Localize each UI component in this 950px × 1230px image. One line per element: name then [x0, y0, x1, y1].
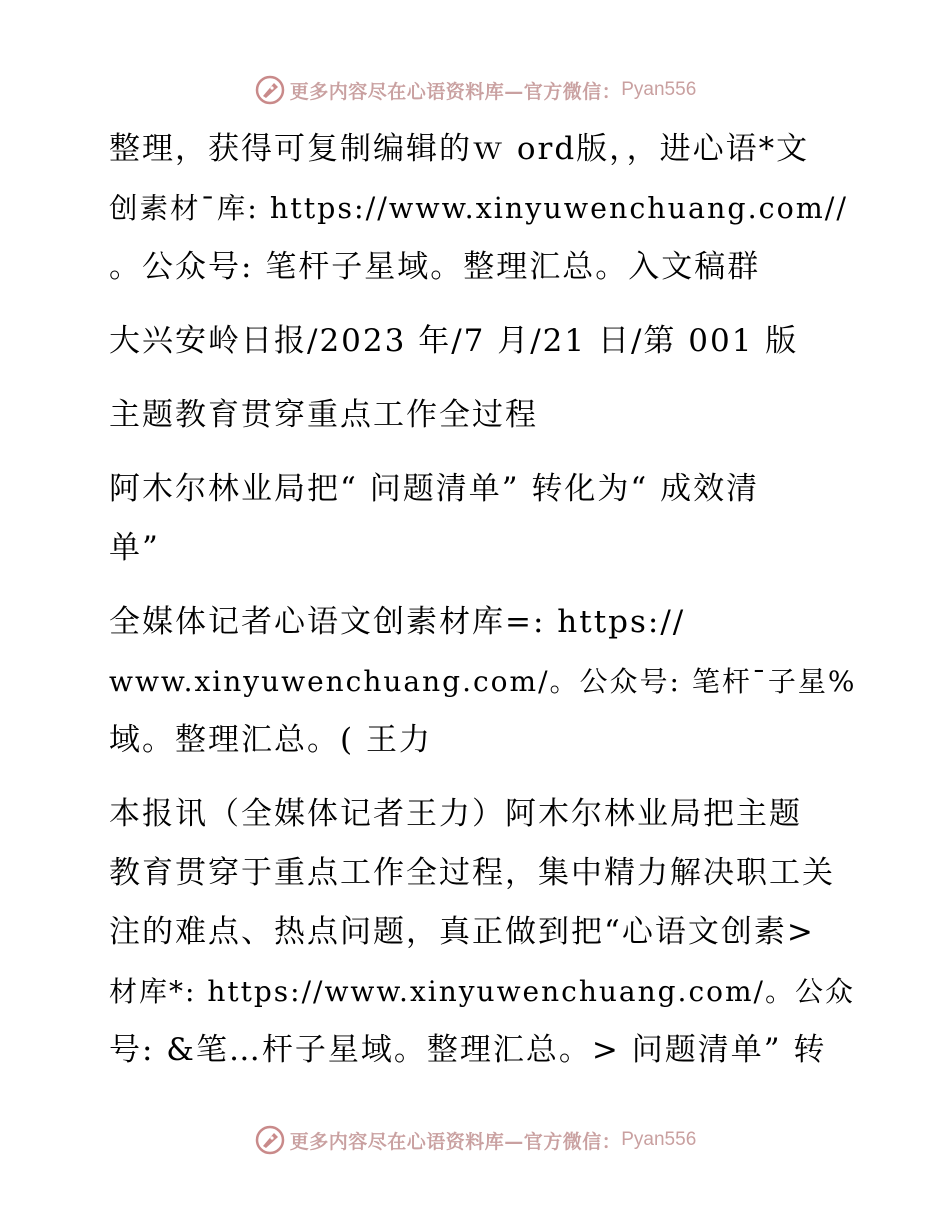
pen-nib-logo-icon	[254, 74, 286, 106]
paragraph-byline	[97, 593, 857, 770]
text-line: 材库*: https://www.xinyuwenchuang.com/。公众	[109, 975, 855, 1008]
watermark-text: 更多内容尽在心语资料库—官方微信：	[289, 80, 622, 103]
watermark-text: 更多内容尽在心语资料库—官方微信：	[289, 1130, 622, 1153]
text-line: 教育贯穿于重点工作全过程，集中精力解决职工关	[109, 855, 835, 891]
text-line: 大兴安岭日报/2023 年/7 月/21 日/第 001 版	[109, 323, 799, 359]
paragraph-source	[97, 312, 857, 371]
text-line: 单”	[109, 530, 160, 566]
text-line: 创素材¯库: https://www.xinyuwenchuang.com//	[109, 192, 848, 225]
text-line: 本报讯（全媒体记者王力）阿木尔林业局把主题	[109, 796, 802, 832]
text-line: 号: &笔…杆子星域。整理汇总。> 问题清单” 转	[109, 1032, 827, 1068]
text-line: 注的难点、热点问题，真正做到把“心语文创素>	[109, 914, 815, 950]
watermark-banner-top	[0, 70, 950, 110]
text-line: www.xinyuwenchuang.com/。公众号: 笔杆¯子星%	[109, 665, 857, 698]
pen-nib-logo-icon	[254, 1124, 286, 1156]
text-line: 域。整理汇总。( 王力	[109, 722, 432, 758]
watermark-banner-bottom	[0, 1120, 950, 1160]
paragraph-body	[97, 785, 857, 1080]
watermark-wechat-id: Pyan556	[621, 1129, 697, 1150]
text-line: 。公众号: 笔杆子星域。整理汇总。入文稿群	[109, 249, 761, 285]
document-body	[97, 120, 857, 1095]
text-line: 阿木尔林业局把“ 问题清单” 转化为“ 成效清	[109, 471, 760, 507]
paragraph-intro	[97, 120, 857, 297]
watermark-wechat-id: Pyan556	[621, 79, 697, 100]
text-line: 主题教育贯穿重点工作全过程	[109, 397, 538, 433]
paragraph-subheadline	[97, 460, 857, 578]
text-line: 整理，获得可复制编辑的ｗ ord版，，进心语*文	[109, 131, 810, 167]
text-line: 全媒体记者心语文创素材库=: https://	[109, 604, 686, 640]
paragraph-headline	[97, 386, 857, 445]
